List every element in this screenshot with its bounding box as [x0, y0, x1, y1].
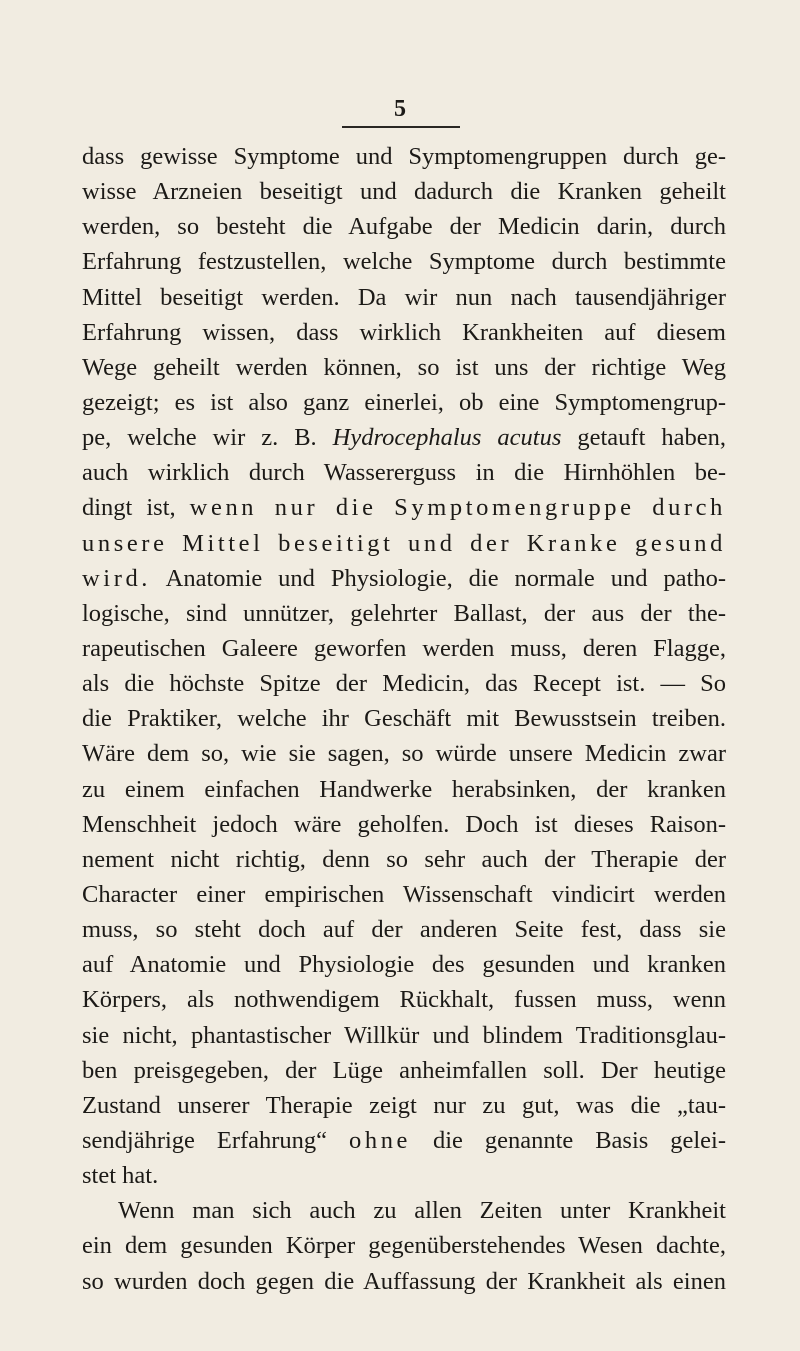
emphasis-spaced: ohne	[349, 1126, 412, 1154]
text-line: Wäre dem so, wie sie sagen, so würde unsere Medicin zwar	[82, 740, 726, 768]
text-run: sendjährige Erfahrung“	[82, 1126, 349, 1154]
text-line: Erfahrung festzustellen, welche Symptome durch bestimmte	[82, 248, 726, 276]
text-line	[82, 561, 726, 596]
text-line: so wurden doch gegen die Auffassung der Krankheit als einen	[82, 1267, 726, 1295]
emphasis-spaced: unsere Mittel beseitigt und der Kranke gesund	[82, 529, 726, 557]
text-run: getauft haben,	[561, 424, 726, 452]
page-number-rule	[342, 126, 460, 128]
text-line	[82, 420, 726, 455]
body-text	[82, 139, 726, 1299]
text-run: Anatomie und Physiologie, die normale und patho-	[151, 564, 726, 592]
text-line: ein dem gesunden Körper gegenüberstehendes Wesen dachte,	[82, 1232, 726, 1260]
text-run: pe, welche wir z. B.	[82, 424, 333, 452]
text-line: muss, so steht doch auf der anderen Seite fest, dass sie	[82, 916, 726, 944]
emphasis-spaced: wird.	[82, 564, 152, 592]
italic-term: Hydrocephalus acutus	[332, 424, 562, 452]
text-line: Körpers, als nothwendigem Rückhalt, fussen muss, wenn	[82, 986, 726, 1014]
text-run: die genannte Basis gelei-	[411, 1126, 726, 1154]
text-line: Menschheit jedoch wäre geholfen. Doch ist dieses Raison-	[82, 810, 726, 838]
text-line: dass gewisse Symptome und Symptomengruppen durch ge-	[82, 143, 726, 170]
text-line: nement nicht richtig, denn so sehr auch der Therapie der	[82, 845, 726, 873]
text-line: zu einem einfachen Handwerke herabsinken, der kranken	[82, 775, 726, 803]
text-line: auf Anatomie und Physiologie des gesunden und kranken	[82, 951, 726, 979]
text-line: auch wirklich durch Wassererguss in die Hirnhöhlen be-	[82, 459, 726, 487]
text-line: rapeutischen Galeere geworfen werden muss, deren Flagge,	[82, 634, 726, 662]
text-run: dingt ist,	[82, 494, 190, 522]
text-line	[82, 490, 726, 525]
text-line: Zustand unserer Therapie zeigt nur zu gut, was die „tau-	[82, 1091, 726, 1119]
text-line: werden, so besteht die Aufgabe der Medicin darin, durch	[82, 213, 726, 241]
text-line	[82, 526, 726, 561]
emphasis-spaced: wenn nur die Symptomengruppe durch	[189, 494, 727, 522]
text-line: als die höchste Spitze der Medicin, das Recept ist. — So	[82, 670, 726, 698]
text-line-paragraph-end: stet hat.	[82, 1162, 159, 1190]
text-line: Erfahrung wissen, dass wirklich Krankheiten auf diesem	[82, 318, 726, 346]
text-line: Wege geheilt werden können, so ist uns der richtige Weg	[82, 353, 726, 381]
text-line: gezeigt; es ist also ganz einerlei, ob eine Symptomengrup-	[82, 388, 726, 416]
text-line-paragraph-start: Wenn man sich auch zu allen Zeiten unter Krankheit	[118, 1197, 726, 1225]
text-line	[82, 1123, 726, 1158]
text-line: ben preisgegeben, der Lüge anheimfallen soll. Der heutige	[82, 1056, 726, 1084]
text-line: die Praktiker, welche ihr Geschäft mit Bewusstsein treiben.	[82, 705, 726, 733]
text-line: Mittel beseitigt werden. Da wir nun nach tausendjähriger	[82, 283, 726, 311]
text-line: sie nicht, phantastischer Willkür und blindem Traditionsglau-	[82, 1021, 726, 1049]
text-line: Character einer empirischen Wissenschaft vindicirt werden	[82, 880, 726, 908]
text-line: wisse Arzneien beseitigt und dadurch die Kranken geheilt	[82, 178, 726, 206]
page-number: 5	[394, 96, 406, 122]
text-line: logische, sind unnützer, gelehrter Ballast, der aus der the-	[82, 599, 726, 627]
